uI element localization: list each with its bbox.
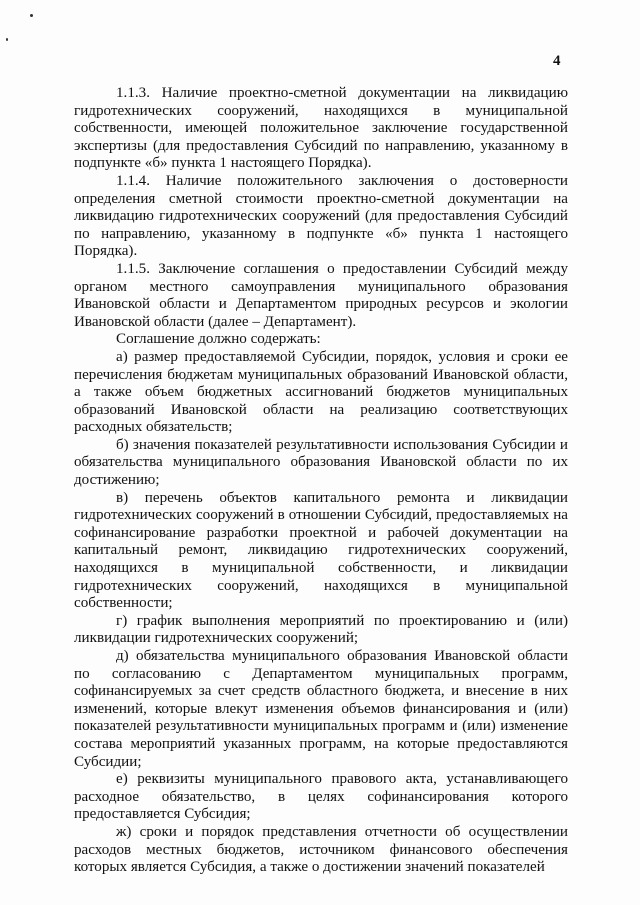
paragraph-1-1-3: 1.1.3. Наличие проектно-сметной документации на ликвидацию гидротехнических сооружений, находящихся в муниципальной собственности, имеющей положительное заключение государственной экспертизы (для предоставления Субсидий по направлению, указанному в подпункте «б» пункта 1 настоящего Порядка). [74,85,568,172]
paragraph-agreement-intro: Соглашение должно содержать: [116,331,321,348]
paragraph-item-b: б) значения показателей результативности использования Субсидии и обязательства муниципального образования Ивановской области по их достижению; [74,436,568,489]
document-body [74,85,568,877]
page-number: 4 [553,53,561,69]
paragraph-item-d: д) обязательства муниципального образования Ивановской области по согласованию с Департаментом муниципальных программ, софинансируемых за счет средств областного бюджета, и внесение в них изменений, которые влекут изменения объемов финансирования и (или) показателей результативности муниципальных программ и (или) изменение состава мероприятий указанных программ, на которые предоставляются Субсидии; [74,648,568,770]
paragraph-item-zh: ж) сроки и порядок представления отчетности об осуществлении расходов местных бюджетов, источником финансового обеспечения которых является Субсидия, а также о достижении значений показателей [74,823,568,876]
paragraph-1-1-5: 1.1.5. Заключение соглашения о предоставлении Субсидий между органом местного самоуправления муниципального образования Ивановской области и Департаментом природных ресурсов и экологии Ивановской области (далее – Департамент). [74,260,568,330]
paragraph-item-g: г) график выполнения мероприятий по проектированию и (или) ликвидации гидротехнических сооружений; [74,612,568,647]
paragraph-item-e: е) реквизиты муниципального правового акта, устанавливающего расходное обязательство, в целях софинансирования которого предоставляется Субсидия; [74,771,568,823]
paragraph-item-v: в) перечень объектов капитального ремонта и ликвидации гидротехнических сооружений в отношении Субсидий, предоставляемых на софинансирование разработки проектной и рабочей документации на капитальный ремонт, ликвидацию гидротехнических сооружений, находящихся в муниципальной собственности, и ликвидации гидротехнических сооружений, находящихся в муниципальной собственности; [74,489,568,612]
paragraph-1-1-4: 1.1.4. Наличие положительного заключения о достоверности определения сметной стоимости проектно-сметной документации на ликвидацию гидротехнических сооружений (для предоставления Субсидий по направлению, указанному в подпункте «б» пункта 1 настоящего Порядка). [74,172,568,260]
paragraph-item-a: а) размер предоставляемой Субсидии, порядок, условия и сроки ее перечисления бюджетам муниципальных образований Ивановской области, а также объем бюджетных ассигнований бюджетов муниципальных образований Ивановской области на реализацию соответствующих расходных обязательств; [74,348,568,436]
scan-speck [30,14,33,17]
scan-speck [6,38,8,41]
